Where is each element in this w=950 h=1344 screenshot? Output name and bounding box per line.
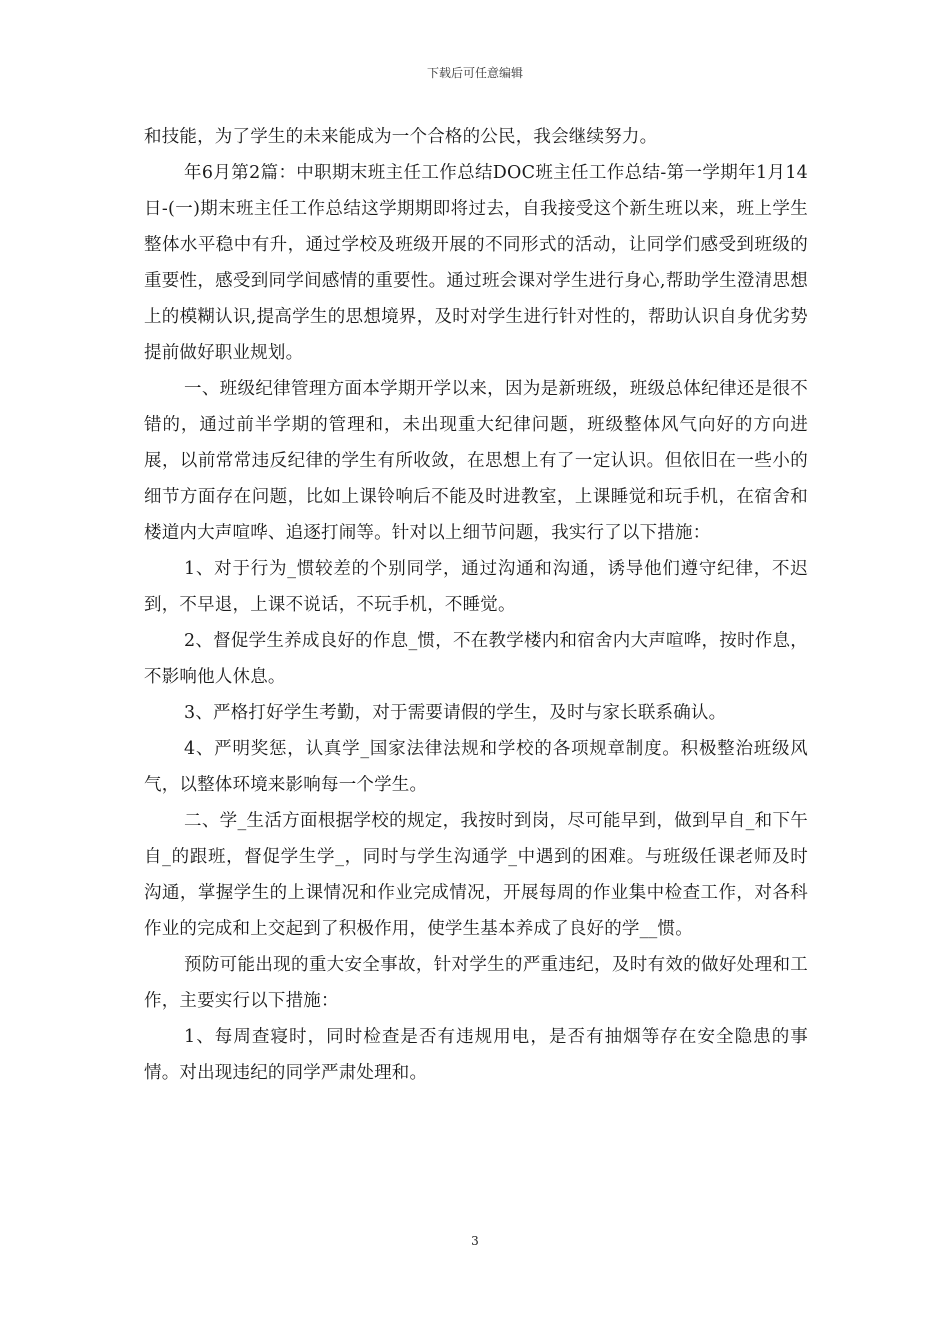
- paragraph: 一、班级纪律管理方面本学期开学以来，因为是新班级，班级总体纪律还是很不错的，通过前半学期的管理和，未出现重大纪律问题，班级整体风气向好的方向进展，以前常常违反纪律的学生有所收敛，在思想上有了一定认识。但依旧在一些小的细节方面存在问题，比如上课铃响后不能及时进教室，上课睡觉和玩手机，在宿舍和楼道内大声喧哗、追逐打闹等。针对以上细节问题，我实行了以下措施：: [144, 379, 808, 543]
- paragraph: 和技能，为了学生的未来能成为一个合格的公民，我会继续努力。: [144, 127, 658, 147]
- paragraph: 1、对于行为_惯较差的个别同学，通过沟通和沟通，诱导他们遵守纪律，不迟到，不早退，上课不说话，不玩手机，不睡觉。: [144, 559, 808, 615]
- paragraph: 二、学_生活方面根据学校的规定，我按时到岗，尽可能早到，做到早自_和下午自_的跟班，督促学生学_，同时与学生沟通学_中遇到的困难。与班级任课老师及时沟通，掌握学生的上课情况和作业完成情况，开展每周的作业集中检查工作，对各科作业的完成和上交起到了积极作用，使学生基本养成了良好的学__惯。: [144, 811, 808, 939]
- paragraph: 预防可能出现的重大安全事故，针对学生的严重违纪，及时有效的做好处理和工作，主要实行以下措施：: [144, 955, 808, 1011]
- page-number: 3: [471, 1234, 479, 1248]
- paragraph: 2、督促学生养成良好的作息_惯，不在教学楼内和宿舍内大声喧哗，按时作息，不影响他人休息。: [144, 631, 808, 687]
- paragraph: 4、严明奖惩，认真学_国家法律法规和学校的各项规章制度。积极整治班级风气，以整体环境来影响每一个学生。: [144, 739, 808, 795]
- document-body: [144, 119, 808, 1091]
- paragraph: 1、每周查寝时，同时检查是否有违规用电，是否有抽烟等存在安全隐患的事情。对出现违纪的同学严肃处理和。: [144, 1027, 808, 1083]
- paragraph: 3、严格打好学生考勤，对于需要请假的学生，及时与家长联系确认。: [184, 703, 727, 723]
- paragraph: 年6月第2篇：中职期末班主任工作总结DOC班主任工作总结-第一学期年1月14日-(一)期末班主任工作总结这学期期即将过去，自我接受这个新生班以来，班上学生整体水平稳中有升，通过学校及班级开展的不同形式的活动，让同学们感受到班级的重要性，感受到同学间感情的重要性。通过班会课对学生进行身心,帮助学生澄清思想上的模糊认识,提高学生的思想境界，及时对学生进行针对性的，帮助认识自身优劣势提前做好职业规划。: [144, 163, 808, 363]
- page-header: 下载后可任意编辑: [426, 66, 523, 80]
